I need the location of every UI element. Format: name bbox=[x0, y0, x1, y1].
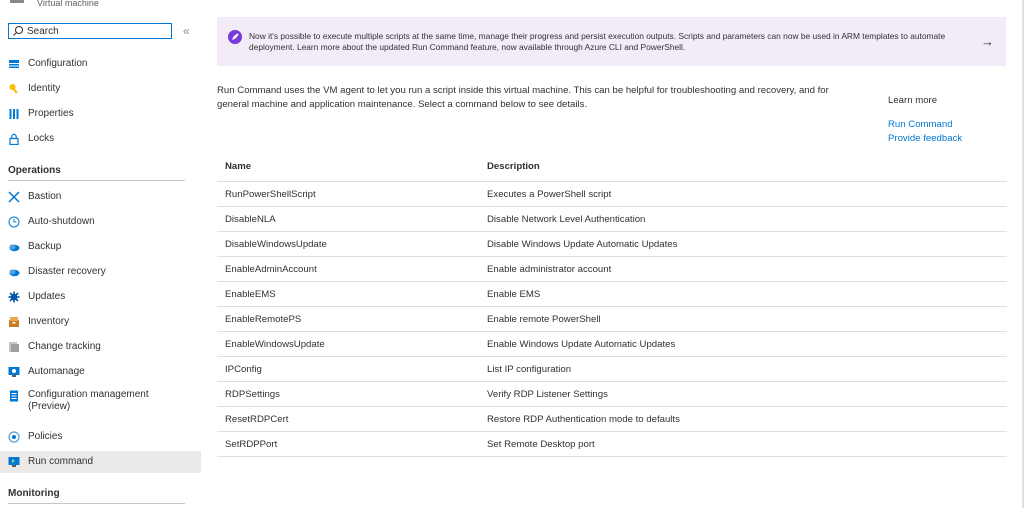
section-header-operations: Operations bbox=[8, 165, 61, 176]
command-description: Executes a PowerShell script bbox=[487, 189, 612, 200]
table-row[interactable] bbox=[217, 257, 1007, 282]
search-input[interactable] bbox=[25, 26, 167, 37]
collapse-sidebar-button[interactable]: « bbox=[183, 24, 190, 38]
sidebar-item-policies[interactable] bbox=[0, 426, 201, 448]
table-row[interactable] bbox=[217, 232, 1007, 257]
sidebar-item-label: Updates bbox=[28, 291, 66, 302]
sidebar-item-label: Configuration bbox=[28, 58, 88, 69]
table-row[interactable] bbox=[217, 207, 1007, 232]
section-divider bbox=[8, 503, 185, 504]
table-row[interactable] bbox=[217, 432, 1007, 457]
command-description: Set Remote Desktop port bbox=[487, 439, 595, 450]
command-description: Enable EMS bbox=[487, 289, 541, 300]
table-row[interactable] bbox=[217, 407, 1007, 432]
learn-more-header: Learn more bbox=[888, 95, 938, 106]
sidebar-item-locks[interactable] bbox=[0, 128, 201, 150]
sidebar-item-backup[interactable] bbox=[0, 236, 201, 258]
command-description: Enable administrator account bbox=[487, 264, 612, 275]
intro-text: Run Command uses the VM agent to let you run a script inside this virtual machine. This can be helpful for troubleshooting and recovery, and for general machine and application maintenance. Select a command below to see details. bbox=[217, 85, 829, 110]
sidebar-item-label: Automanage bbox=[28, 366, 85, 377]
command-description: List IP configuration bbox=[487, 364, 572, 375]
sidebar-item-label: Run command bbox=[28, 456, 94, 467]
command-description: Enable Windows Update Automatic Updates bbox=[487, 339, 676, 350]
sidebar-item-automanage[interactable] bbox=[0, 361, 201, 383]
table-header bbox=[217, 154, 1007, 182]
sidebar-item-disaster-recovery[interactable] bbox=[0, 261, 201, 283]
command-description: Enable remote PowerShell bbox=[487, 314, 601, 325]
sidebar-item-auto-shutdown[interactable] bbox=[0, 211, 201, 233]
command-name: EnableAdminAccount bbox=[225, 264, 317, 275]
change-tracking-icon bbox=[8, 341, 20, 353]
command-name: DisableNLA bbox=[225, 214, 276, 225]
table-row[interactable] bbox=[217, 357, 1007, 382]
sidebar-item-inventory[interactable] bbox=[0, 311, 201, 333]
sidebar-item-updates[interactable] bbox=[0, 286, 201, 308]
info-banner[interactable] bbox=[217, 17, 1006, 66]
search-box[interactable] bbox=[8, 23, 172, 39]
command-name: EnableWindowsUpdate bbox=[225, 339, 325, 350]
inventory-icon bbox=[8, 316, 20, 328]
configuration-icon bbox=[8, 58, 20, 70]
sidebar-item-label: Properties bbox=[28, 108, 74, 119]
table-row[interactable] bbox=[217, 282, 1007, 307]
command-description: Disable Network Level Authentication bbox=[487, 214, 646, 225]
command-name: DisableWindowsUpdate bbox=[225, 239, 327, 250]
automanage-icon bbox=[8, 366, 20, 378]
backup-icon bbox=[8, 241, 20, 253]
command-name: EnableEMS bbox=[225, 289, 276, 300]
page-subtitle: Virtual machine bbox=[37, 0, 99, 8]
command-name: SetRDPPort bbox=[225, 439, 278, 450]
command-name: RunPowerShellScript bbox=[225, 189, 316, 200]
sidebar-item-identity[interactable] bbox=[0, 78, 201, 100]
sidebar-item-run-command[interactable] bbox=[0, 451, 201, 473]
command-name: ResetRDPCert bbox=[225, 414, 289, 425]
sidebar-item-label: Bastion bbox=[28, 191, 62, 202]
updates-icon bbox=[8, 291, 20, 303]
sidebar-item-label: Backup bbox=[28, 241, 62, 252]
disaster-recovery-icon bbox=[8, 266, 20, 278]
run-command-link[interactable]: Run Command bbox=[888, 119, 953, 130]
sidebar-item-label: Change tracking bbox=[28, 341, 101, 352]
sidebar-item-configuration-management[interactable] bbox=[0, 386, 201, 418]
commands-table bbox=[217, 154, 1007, 457]
sidebar bbox=[0, 0, 201, 508]
command-name: IPConfig bbox=[225, 364, 262, 375]
section-divider bbox=[8, 180, 185, 181]
lock-icon bbox=[8, 133, 20, 145]
sidebar-item-label: Identity bbox=[28, 83, 61, 94]
configuration-management-icon bbox=[8, 390, 20, 402]
table-row[interactable] bbox=[217, 307, 1007, 332]
sidebar-item-label: Policies bbox=[28, 431, 63, 442]
command-name: EnableRemotePS bbox=[225, 314, 302, 325]
sidebar-item-label: Disaster recovery bbox=[28, 266, 106, 277]
arrow-right-icon[interactable]: → bbox=[981, 34, 994, 49]
clock-icon bbox=[8, 216, 20, 228]
table-row[interactable] bbox=[217, 332, 1007, 357]
bastion-icon bbox=[8, 191, 20, 203]
sidebar-item-change-tracking[interactable] bbox=[0, 336, 201, 358]
command-description: Disable Windows Update Automatic Updates bbox=[487, 239, 678, 250]
command-name: RDPSettings bbox=[225, 389, 280, 400]
provide-feedback-link[interactable]: Provide feedback bbox=[888, 133, 963, 144]
table-row[interactable] bbox=[217, 382, 1007, 407]
sidebar-item-label: Configuration management (Preview) bbox=[28, 389, 149, 412]
sidebar-item-configuration[interactable] bbox=[0, 53, 201, 75]
properties-icon bbox=[8, 108, 20, 120]
sidebar-item-properties[interactable] bbox=[0, 103, 201, 125]
column-header-name[interactable]: Name bbox=[225, 161, 252, 172]
section-header-monitoring: Monitoring bbox=[8, 488, 60, 499]
rocket-icon bbox=[228, 30, 242, 44]
column-header-description[interactable]: Description bbox=[487, 161, 540, 172]
command-description: Verify RDP Listener Settings bbox=[487, 389, 608, 400]
run-command-icon bbox=[8, 456, 20, 468]
banner-text: Now it's possible to execute multiple scripts at the same time, manage their progress and persist execution outputs. Scripts and parameters can now be used in ARM templates to automate deployment. Learn more about the updated Run Command feature, now available through Azure CLI and PowerShell. bbox=[249, 31, 946, 52]
command-description: Restore RDP Authentication mode to defaults bbox=[487, 414, 680, 425]
sidebar-item-label: Auto-shutdown bbox=[28, 216, 95, 227]
policies-icon bbox=[8, 431, 20, 443]
sidebar-item-label: Locks bbox=[28, 133, 55, 144]
table-row[interactable] bbox=[217, 182, 1007, 207]
identity-icon bbox=[8, 83, 20, 95]
sidebar-item-label: Inventory bbox=[28, 316, 70, 327]
search-icon bbox=[11, 24, 25, 38]
sidebar-item-bastion[interactable] bbox=[0, 186, 201, 208]
